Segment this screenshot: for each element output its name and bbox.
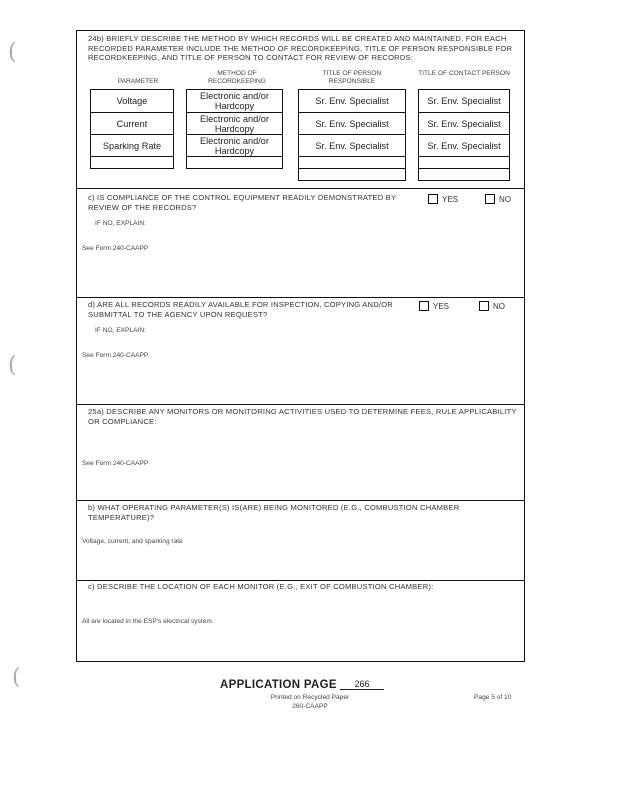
binder-hole-mark: ( [12, 665, 21, 690]
cell-method: Electronic and/or Hardcopy [186, 134, 283, 157]
answer-25c: All are located in the ESP's electrical system. [82, 618, 214, 625]
cell-parameter: Current [90, 112, 174, 135]
yes-checkbox[interactable] [419, 301, 429, 311]
explain-label: IF NO, EXPLAIN: [95, 220, 146, 227]
no-label: NO [499, 195, 511, 204]
question-25a: 25a) DESCRIBE ANY MONITORS OR MONITORING ACTIVITIES USED TO DETERMINE FEES, RULE APPLICABILITY OR COMPLIANCE: [88, 407, 517, 426]
col-head-responsible: TITLE OF PERSON RESPONSIBLE [322, 70, 382, 85]
section-divider [76, 580, 525, 581]
section-divider [76, 297, 525, 298]
cell-parameter: Voltage [90, 89, 174, 113]
empty-cell[interactable] [90, 156, 174, 169]
section-divider [76, 188, 525, 189]
application-page-title: APPLICATION PAGE [220, 679, 337, 691]
cell-responsible: Sr. Env. Specialist [298, 89, 406, 113]
col-head-parameter: PARAMETER [117, 78, 159, 85]
cell-method: Electronic and/or Hardcopy [186, 89, 283, 113]
answer-25a: See Form 240-CAAPP [82, 460, 149, 467]
col-head-contact: TITLE OF CONTACT PERSON [418, 70, 510, 77]
empty-cell[interactable] [298, 168, 406, 181]
question-24c: c) IS COMPLIANCE OF THE CONTROL EQUIPMENT READILY DEMONSTRATED BY REVIEW OF THE RECORDS? [88, 193, 397, 212]
binder-hole-mark: ( [8, 353, 17, 378]
no-label: NO [493, 302, 505, 311]
cell-parameter: Sparking Rate [90, 134, 174, 157]
section-divider [76, 500, 525, 501]
cell-contact: Sr. Env. Specialist [418, 89, 510, 113]
application-page-number: 266 [340, 679, 384, 690]
no-checkbox[interactable] [479, 301, 489, 311]
answer-24c: See Form 240-CAAPP [82, 245, 149, 252]
col-head-method: METHOD OF RECORDKEEPING [208, 70, 266, 85]
empty-cell[interactable] [418, 168, 510, 181]
yes-label: YES [433, 302, 450, 311]
cell-method: Electronic and/or Hardcopy [186, 112, 283, 135]
page-of: Page 5 of 10 [474, 694, 512, 701]
question-24d: d) ARE ALL RECORDS READILY AVAILABLE FOR INSPECTION, COPYING AND/OR SUBMITTAL TO THE AGENCY UPON REQUEST? [88, 300, 393, 319]
section-divider [76, 404, 525, 405]
answer-25b: Voltage, current, and sparking rate [82, 538, 183, 545]
empty-cell[interactable] [186, 156, 283, 169]
cell-responsible: Sr. Env. Specialist [298, 112, 406, 135]
explain-label: IF NO, EXPLAIN: [95, 327, 146, 334]
no-checkbox[interactable] [485, 194, 495, 204]
answer-24d: See Form 240-CAAPP [82, 352, 149, 359]
cell-contact: Sr. Env. Specialist [418, 134, 510, 157]
yes-label: YES [442, 195, 459, 204]
yes-checkbox[interactable] [428, 194, 438, 204]
form-id: 260-CAAPP [292, 703, 328, 710]
recycled-paper-note: Printed on Recycled Paper [270, 694, 350, 701]
question-25b: b) WHAT OPERATING PARAMETER(S) IS(ARE) BEING MONITORED (E.G., COMBUSTION CHAMBER TEMPERATURE)? [88, 503, 460, 522]
question-24b: 24b) BRIEFLY DESCRIBE THE METHOD BY WHICH RECORDS WILL BE CREATED AND MAINTAINED. FOR EACH RECORDED PARAMETER INCLUDE THE METHOD OF RECORDKEEPING, TITLE OF PERSON RESPONSIBLE FOR RECORDKEEPING, AND TITLE OF PERSON TO CONTACT FOR REVIEW OF RECORDS: [88, 34, 513, 63]
binder-hole-mark: ( [8, 40, 17, 65]
cell-responsible: Sr. Env. Specialist [298, 134, 406, 157]
question-25c: c) DESCRIBE THE LOCATION OF EACH MONITOR (E.G., EXIT OF COMBUSTION CHAMBER): [88, 582, 434, 591]
cell-contact: Sr. Env. Specialist [418, 112, 510, 135]
